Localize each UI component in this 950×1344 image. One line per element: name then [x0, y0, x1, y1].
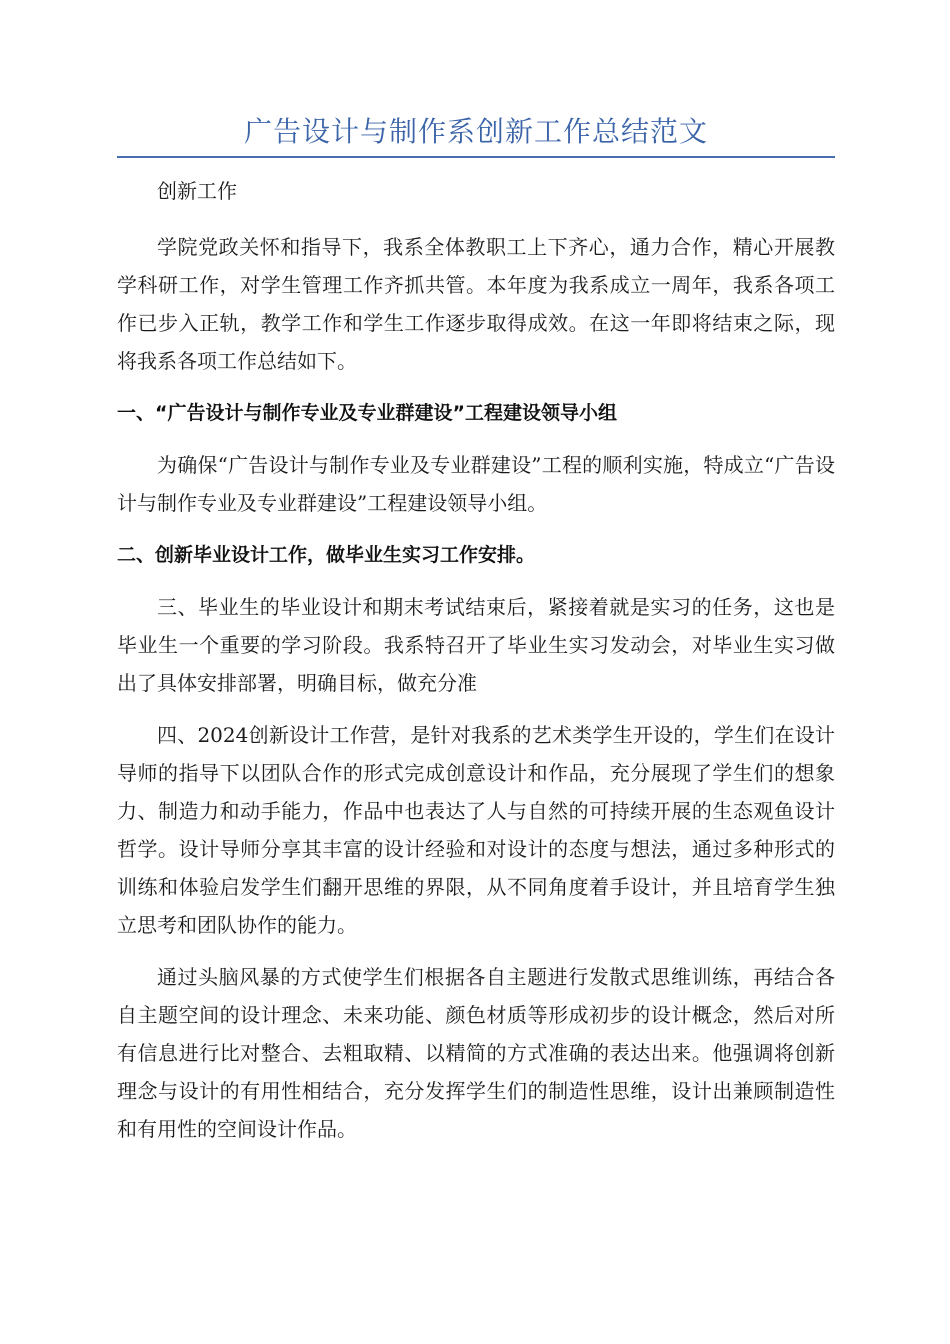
- paragraph-intro: 学院党政关怀和指导下，我系全体教职工上下齐心，通力合作，精心开展教学科研工作，对学生管理工作齐抓共管。本年度为我系成立一周年，我系各项工作已步入正轨，教学工作和学生工作逐步取得成效。在这一年即将结束之际，现将我系各项工作总结如下。: [117, 235, 835, 373]
- paragraph-brainstorm: 通过头脑风暴的方式使学生们根据各自主题进行发散式思维训练，再结合各自主题空间的设计理念、未来功能、颜色材质等形成初步的设计概念，然后对所有信息进行比对整合、去粗取精、以精简的方式准确的表达出来。他强调将创新理念与设计的有用性相结合，充分发挥学生们的制造性思维，设计出兼顾制造性和有用性的空间设计作品。: [117, 965, 835, 1141]
- document-page: [117, 112, 835, 1162]
- section-heading-2: 二、创新毕业设计工作，做毕业生实习工作安排。: [117, 544, 536, 566]
- paragraph-leadership-group: 为确保“广告设计与制作专业及专业群建设”工程的顺利实施，特成立“广告设计与制作专业及专业群建设”工程建设领导小组。: [117, 453, 835, 515]
- paragraph-workshop: 四、2024创新设计工作营，是针对我系的艺术类学生开设的，学生们在设计导师的指导下以团队合作的形式完成创意设计和作品，充分展现了学生们的想象力、制造力和动手能力，作品中也表达了人与自然的可持续开展的生态观鱼设计哲学。设计导师分享其丰富的设计经验和对设计的态度与想法，通过多种形式的训练和体验启发学生们翻开思维的界限，从不同角度着手设计，并且培育学生独立思考和团队协作的能力。: [117, 723, 835, 937]
- section-heading-1: 一、“广告设计与制作专业及专业群建设”工程建设领导小组: [117, 402, 617, 424]
- paragraph-internship: 三、毕业生的毕业设计和期末考试结束后，紧接着就是实习的任务，这也是毕业生一个重要的学习阶段。我系特召开了毕业生实习发动会，对毕业生实习做出了具体安排部署，明确目标，做充分准: [117, 595, 835, 695]
- intro-label: 创新工作: [157, 179, 237, 203]
- document-title: 广告设计与制作系创新工作总结范文: [117, 112, 835, 158]
